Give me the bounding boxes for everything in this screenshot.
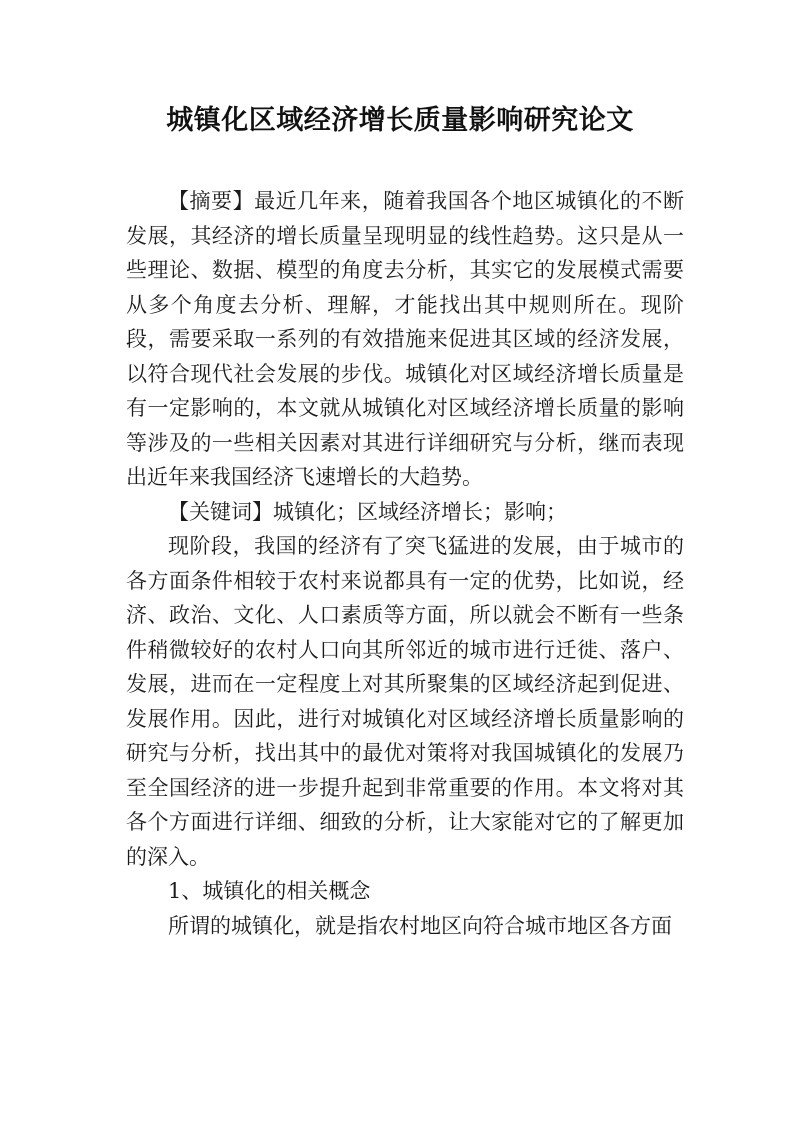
- section-heading: 1、城镇化的相关概念: [168, 879, 371, 903]
- document-title: 城镇化区域经济增长质量影响研究论文: [166, 105, 634, 136]
- section-paragraph: 所谓的城镇化，就是指农村地区向符合城市地区各方面: [168, 913, 672, 938]
- intro-paragraph: 现阶段，我国的经济有了突飞猛进的发展，由于城市的各方面条件相较于农村来说都具有一定的优势，比如说，经济、政治、文化、人口素质等方面，所以就会不断有一些条件稍微较好的农村人口向其所邻近的城市进行迁徙、落户、发展，进而在一定程度上对其所聚集的区域经济起到促进、发展作用。因此，进行对城镇化对区域经济增长质量影响的研究与分析，找出其中的最优对策将对我国城镇化的发展乃至全国经济的进一步提升起到非常重要的作用。本文将对其各个方面进行详细、细致的分析，让大家能对它的了解更加的深入。: [126, 534, 684, 869]
- keywords-paragraph: 【关键词】城镇化；区域经济增长；影响；: [168, 499, 567, 524]
- document-body: [126, 184, 684, 943]
- abstract-paragraph: 【摘要】最近几年来，随着我国各个地区城镇化的不断发展，其经济的增长质量呈现明显的线性趋势。这只是从一些理论、数据、模型的角度去分析，其实它的发展模式需要从多个角度去分析、理解，才能找出其中规则所在。现阶段，需要采取一系列的有效措施来促进其区域的经济发展，以符合现代社会发展的步伐。城镇化对区域经济增长质量是有一定影响的，本文就从城镇化对区域经济增长质量的影响等涉及的一些相关因素对其进行详细研究与分析，继而表现出近年来我国经济飞速增长的大趋势。: [126, 189, 684, 489]
